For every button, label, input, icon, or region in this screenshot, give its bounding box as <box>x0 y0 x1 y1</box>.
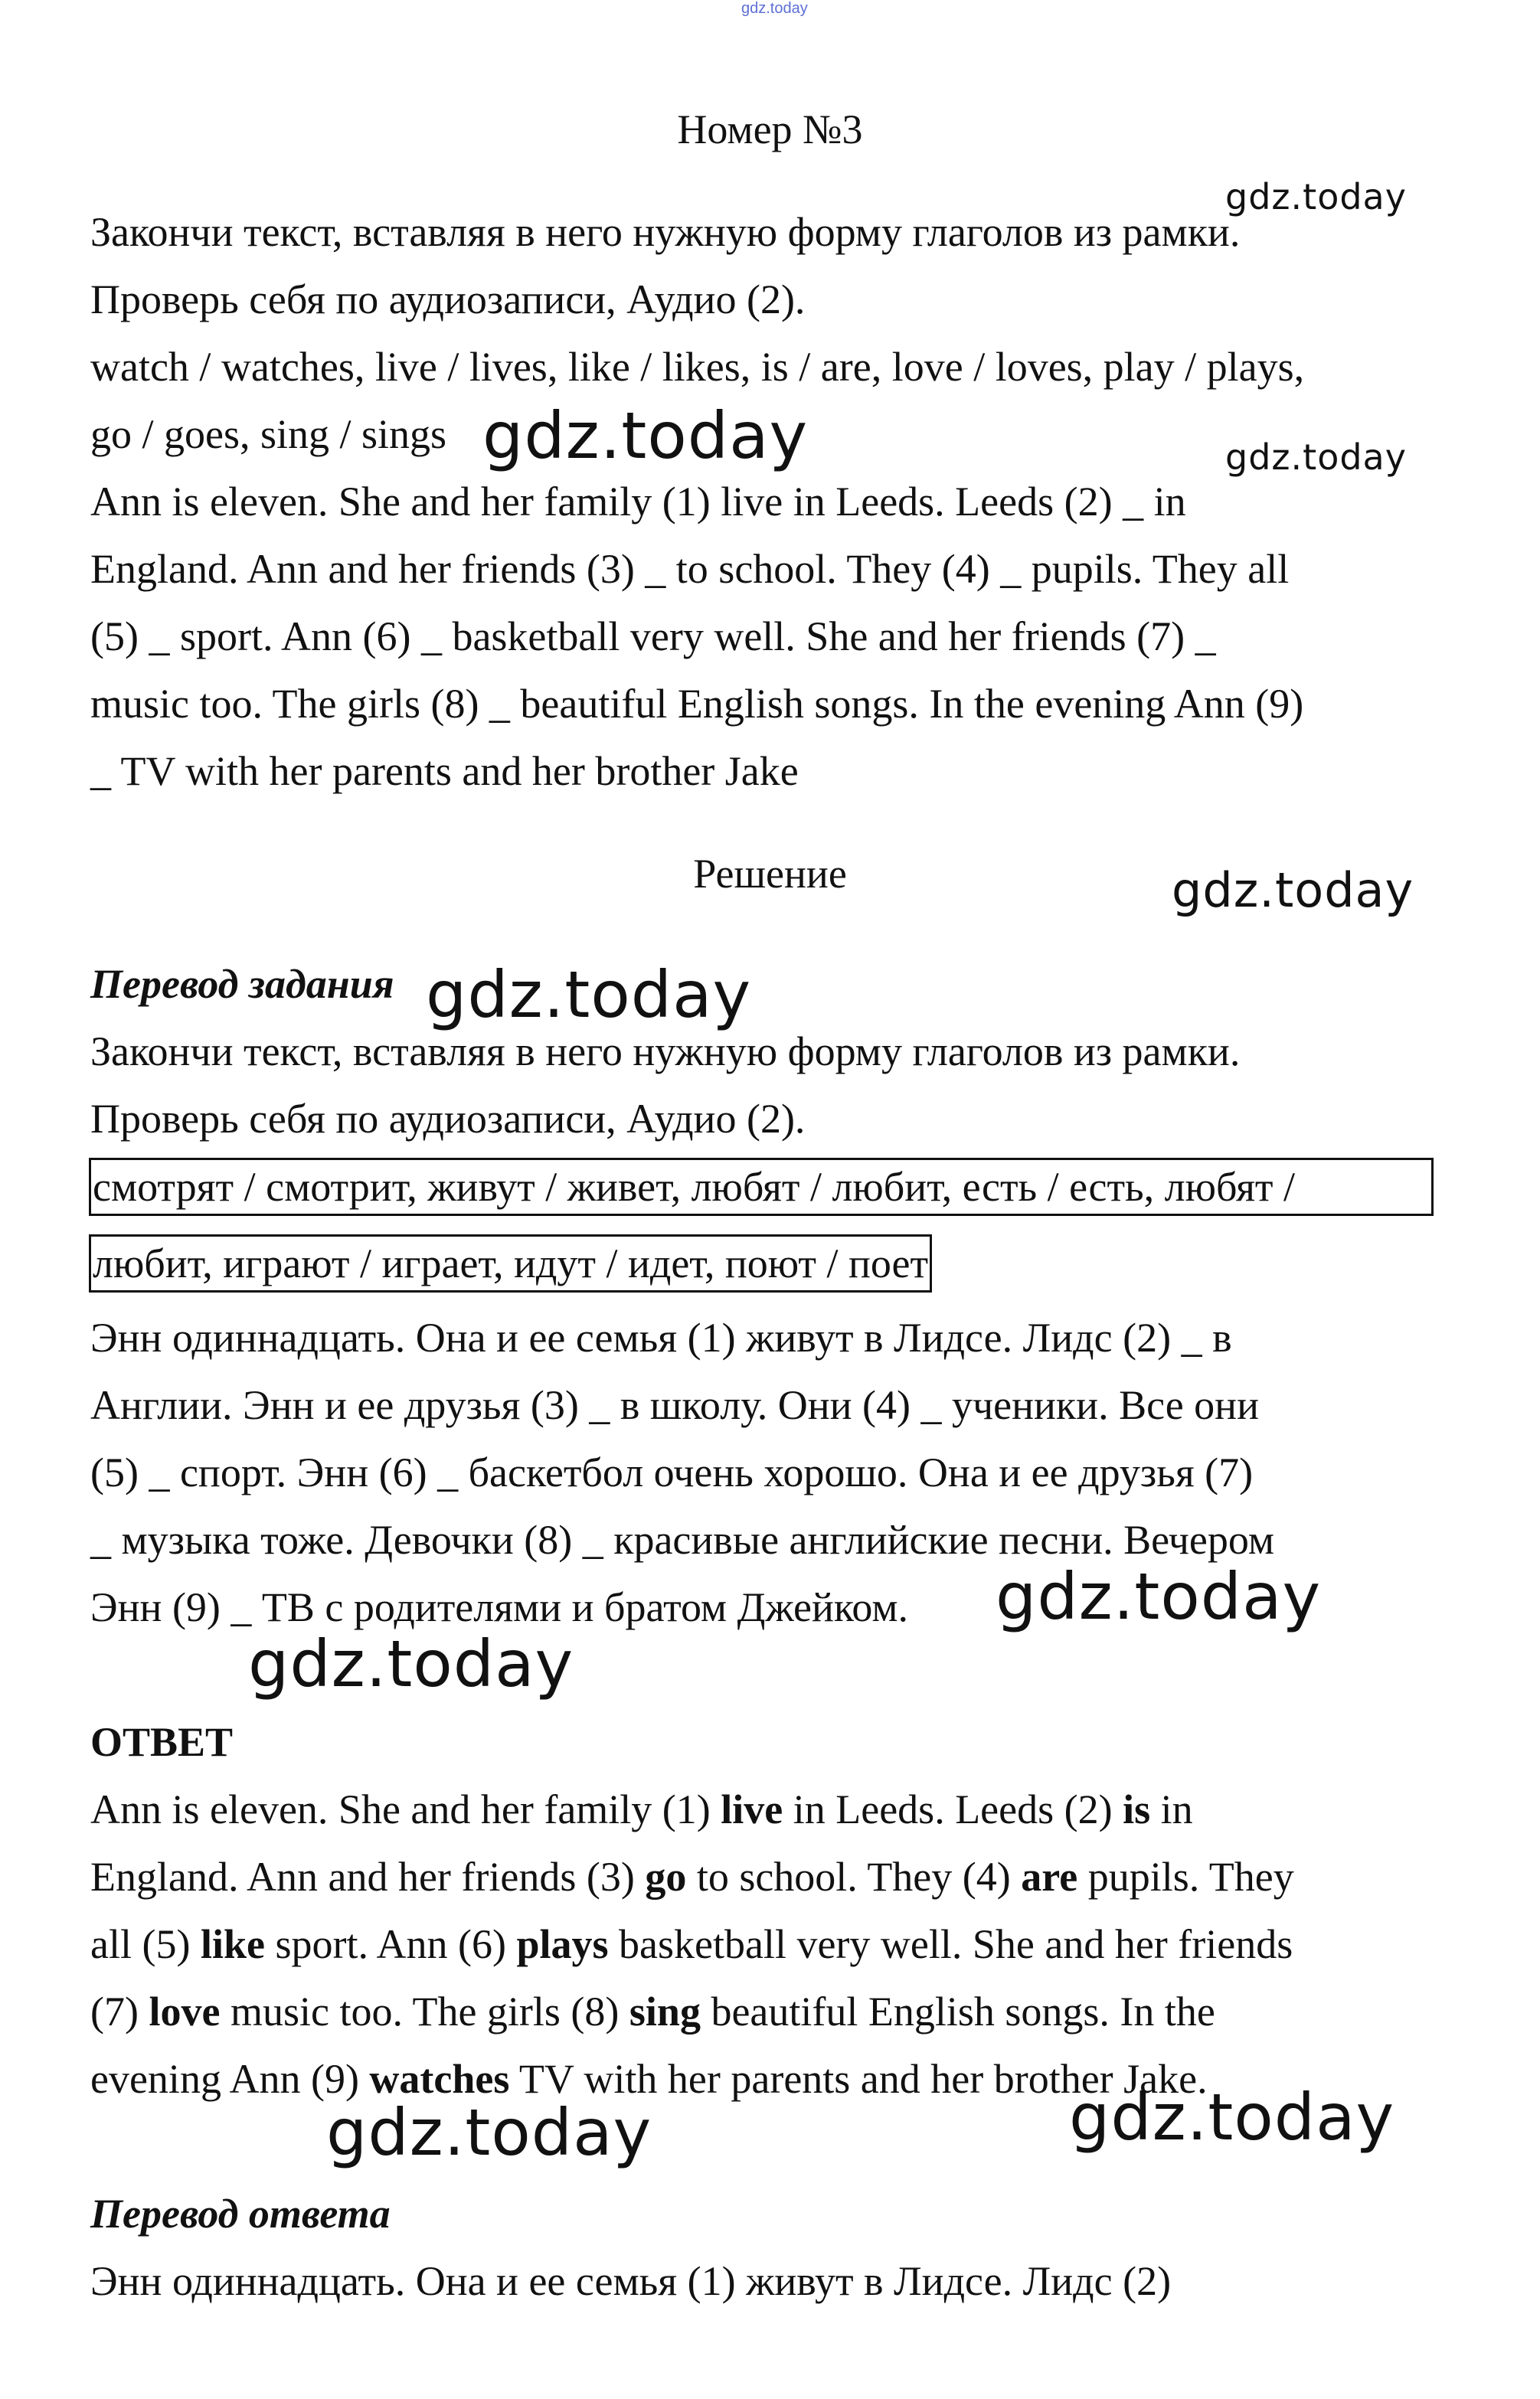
answer-word-sing: sing <box>629 1989 701 2035</box>
answer-word-watches: watches <box>369 2056 510 2102</box>
answer-heading: ОТВЕТ <box>90 1719 234 1765</box>
watermark: gdz.today <box>426 957 752 1032</box>
task-line-8: music too. The girls (8) _ beautiful English songs. In the evening Ann (9) <box>90 681 1304 727</box>
watermark: gdz.today <box>482 398 809 473</box>
solution-heading: Решение <box>693 851 847 897</box>
answer-word-go: go <box>645 1854 687 1900</box>
answer-translation-line-1: Энн одиннадцать. Она и ее семья (1) живут в Лидсе. Лидс (2) <box>90 2258 1172 2304</box>
translation-heading: Перевод задания <box>90 961 394 1007</box>
task-line-9: _ TV with her parents and her brother Jake <box>90 748 799 794</box>
answer-word-are: are <box>1021 1854 1078 1900</box>
answer-line-2: England. Ann and her friends (3) go to school. They (4) are pupils. They <box>90 1854 1294 1900</box>
task-line-6: England. Ann and her friends (3) _ to school. They (4) _ pupils. They all <box>90 546 1290 592</box>
answer-word-is: is <box>1123 1786 1151 1832</box>
watermark: gdz.today <box>326 2095 652 2170</box>
watermark: gdz.today <box>1225 436 1407 478</box>
answer-word-live: live <box>721 1786 783 1832</box>
task-line-4: go / goes, sing / sings <box>90 411 447 457</box>
task-line-5: Ann is eleven. She and her family (1) live in Leeds. Leeds (2) _ in <box>90 479 1186 525</box>
watermark: gdz.today <box>1225 176 1407 217</box>
answer-translation-heading: Перевод ответа <box>90 2191 391 2237</box>
task-line-2: Проверь себя по аудиозаписи, Аудио (2). <box>90 276 806 322</box>
answer-line-5: evening Ann (9) watches TV with her parents and her brother Jake. <box>90 2056 1208 2102</box>
answer-line-1: Ann is eleven. She and her family (1) live in Leeds. Leeds (2) is in <box>90 1786 1193 1832</box>
translation-instruction-2: Проверь себя по аудиозаписи, Аудио (2). <box>90 1096 806 1142</box>
task-line-1: Закончи текст, вставляя в него нужную форму глаголов из рамки. <box>90 209 1241 255</box>
top-watermark: gdz.today <box>741 0 808 17</box>
translation-text-5: Энн (9) _ ТВ с родителями и братом Джейком. <box>90 1584 909 1630</box>
translation-text-2: Англии. Энн и ее друзья (3) _ в школу. Они (4) _ ученики. Все они <box>90 1382 1259 1428</box>
translation-instruction-1: Закончи текст, вставляя в него нужную форму глаголов из рамки. <box>90 1028 1241 1074</box>
task-line-7: (5) _ sport. Ann (6) _ basketball very well. She and her friends (7) _ <box>90 613 1216 659</box>
verb-box-line-2: любит, играют / играет, идут / идет, поют / поет <box>89 1234 932 1293</box>
watermark: gdz.today <box>1069 2080 1395 2155</box>
answer-line-4: (7) love music too. The girls (8) sing beautiful English songs. In the <box>90 1989 1215 2035</box>
page-title: Номер №3 <box>677 106 863 152</box>
translation-text-3: (5) _ спорт. Энн (6) _ баскетбол очень хорошо. Она и ее друзья (7) <box>90 1450 1254 1495</box>
watermark: gdz.today <box>248 1626 574 1701</box>
translation-text-1: Энн одиннадцать. Она и ее семья (1) живут в Лидсе. Лидс (2) _ в <box>90 1315 1232 1361</box>
watermark: gdz.today <box>996 1559 1322 1634</box>
answer-word-like: like <box>200 1921 265 1967</box>
answer-line-3: all (5) like sport. Ann (6) plays basketball very well. She and her friends <box>90 1921 1293 1967</box>
task-line-3: watch / watches, live / lives, like / likes, is / are, love / loves, play / plays, <box>90 344 1305 390</box>
verb-box-line-1: смотрят / смотрит, живут / живет, любят / любит, есть / есть, любят / <box>89 1158 1434 1216</box>
answer-word-love: love <box>149 1989 221 2035</box>
translation-text-4: _ музыка тоже. Девочки (8) _ красивые английские песни. Вечером <box>90 1517 1275 1563</box>
answer-word-plays: plays <box>516 1921 609 1967</box>
watermark: gdz.today <box>1172 862 1414 918</box>
